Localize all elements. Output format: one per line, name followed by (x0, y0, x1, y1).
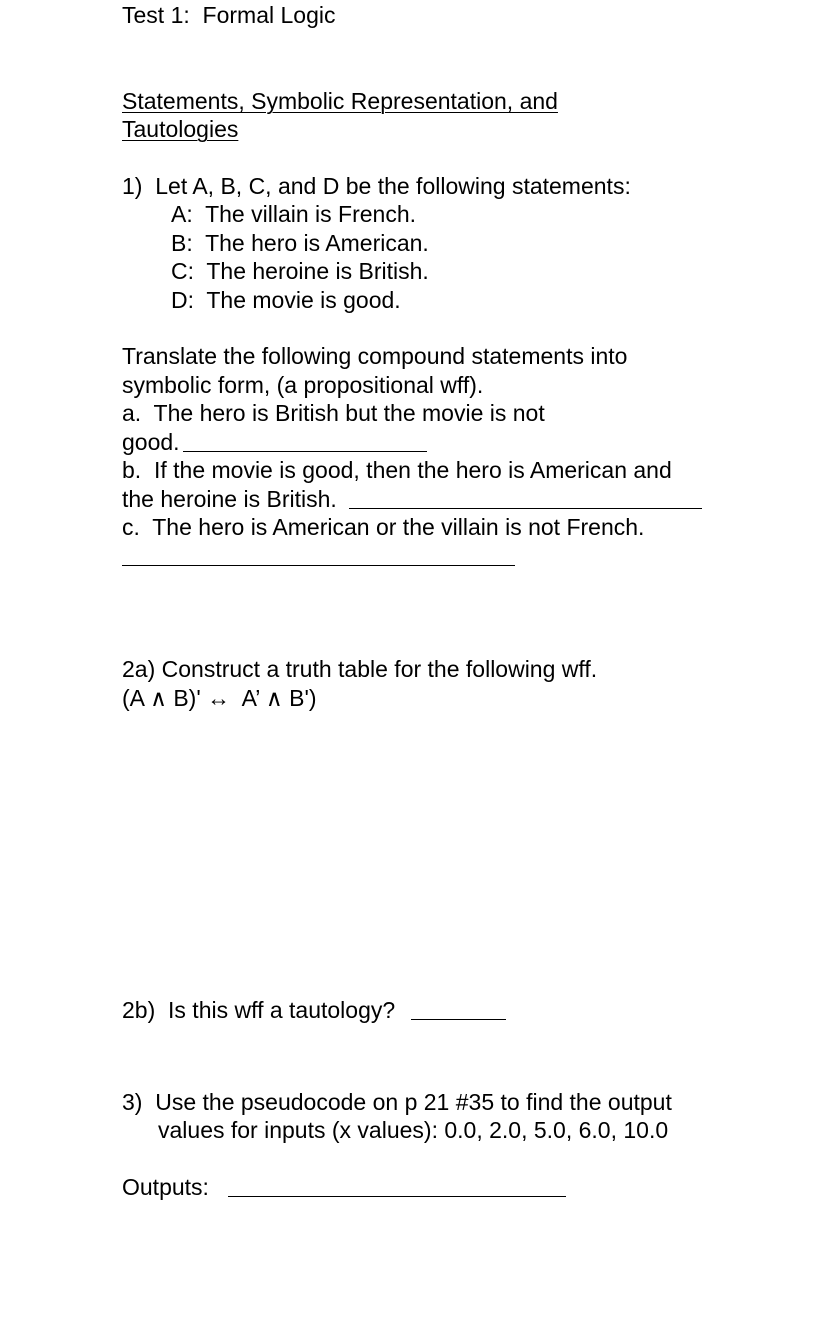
statement-b: B: The hero is American. (171, 230, 429, 256)
statement-c: C: The heroine is British. (171, 258, 429, 284)
q2a-wff: (A ∧ B)' ↔ A’ ∧ B') (122, 685, 317, 711)
statement-a: A: The villain is French. (171, 201, 417, 227)
answer-blank-1a[interactable] (183, 451, 427, 452)
answer-blank-1b[interactable] (349, 508, 702, 509)
q1-intro: 1) Let A, B, C, and D be the following statements: (122, 173, 631, 199)
translate-instructions-line1: Translate the following compound statements into (122, 343, 628, 369)
q1b-line2: the heroine is British. (122, 486, 337, 512)
q1c-line1: c. The hero is American or the villain is not French. (122, 514, 645, 540)
page-title: Test 1: Formal Logic (122, 2, 336, 28)
outputs-label: Outputs: (122, 1174, 209, 1200)
q3-line2: values for inputs (x values): 0.0, 2.0, 5.0, 6.0, 10.0 (158, 1117, 669, 1143)
q1a-line1: a. The hero is British but the movie is not (122, 400, 545, 426)
statement-d: D: The movie is good. (171, 287, 401, 313)
q1b-line1: b. If the movie is good, then the hero is American and (122, 457, 672, 483)
answer-blank-1c[interactable] (122, 565, 515, 566)
q2a-instructions: 2a) Construct a truth table for the following wff. (122, 656, 598, 682)
answer-blank-2b[interactable] (411, 1019, 506, 1020)
translate-instructions-line2: symbolic form, (a propositional wff). (122, 372, 484, 398)
q3-line1: 3) Use the pseudocode on p 21 #35 to find the output (122, 1089, 672, 1115)
section-heading-line1: Statements, Symbolic Representation, and (122, 88, 558, 114)
answer-blank-outputs[interactable] (228, 1196, 566, 1197)
q1a-line2: good. (122, 429, 180, 455)
q2b-question: 2b) Is this wff a tautology? (122, 997, 396, 1023)
section-heading-line2: Tautologies (122, 116, 239, 142)
